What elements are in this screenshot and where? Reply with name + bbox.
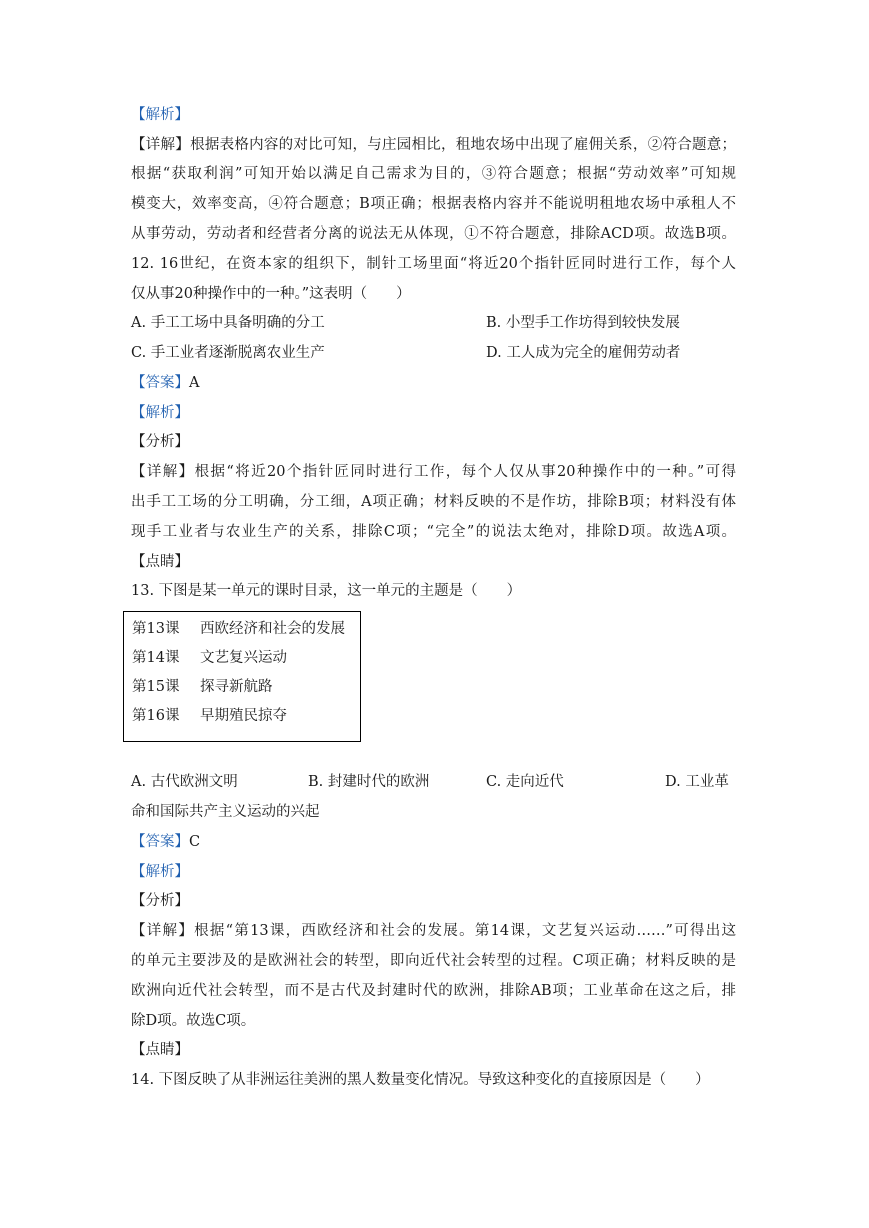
q13-xiangjie-line-3: 欧洲向近代社会转型，而不是古代及封建时代的欧洲，排除AB项；工业革命在这之后，排 (131, 983, 736, 999)
catalog-lesson-title: 探寻新航路 (200, 679, 273, 695)
catalog-row (132, 619, 345, 639)
q11-xiangjie-line-4: 从事劳动，劳动者和经营者分离的说法无从体现，①不符合题意，排除ACD项。故选B项。 (131, 226, 736, 242)
q11-xiangjie-label: 【详解】 (131, 137, 191, 153)
q11-jiexi-label: 【解析】 (131, 107, 189, 123)
q13-xiangjie-label: 【详解】 (131, 923, 195, 939)
q12-option-a: A. 手工工场中具备明确的分工 (131, 315, 325, 331)
q12-xiangjie-line-3: 现手工业者与农业生产的关系，排除C项；“完全”的说法太绝对，排除D项。故选A项。 (131, 524, 736, 540)
q13-option-a: A. 古代欧洲文明 (131, 774, 238, 790)
catalog-row (132, 648, 287, 668)
q13-answer-label: 【答案】 (131, 834, 189, 850)
catalog-row (132, 706, 287, 726)
q13-xiangjie-line-2: 的单元主要涉及的是欧洲社会的转型，即向近代社会转型的过程。C项正确；材料反映的是 (131, 953, 736, 969)
q12-option-d: D. 工人成为完全的雇佣劳动者 (486, 345, 681, 361)
q12-xiangjie-line-2: 出手工工场的分工明确，分工细，A项正确；材料反映的不是作坊，排除B项；材料没有体 (131, 494, 736, 510)
q11-xiangjie-line-1: 【详解】根据表格内容的对比可知，与庄园相比，租地农场中出现了雇佣关系，②符合题意； (131, 137, 737, 153)
q13-dianjing-label: 【点睛】 (131, 1042, 189, 1058)
q13-jiexi-label: 【解析】 (131, 864, 189, 880)
q12-stem-line-1: 12. 16世纪，在资本家的组织下，制针工场里面“将近20个指针匠同时进行工作，每个人 (131, 256, 736, 272)
q12-answer (131, 373, 199, 393)
q13-xiangjie-line-4: 除D项。故选C项。 (131, 1013, 256, 1029)
q12-fenxi-label: 【分析】 (131, 434, 189, 450)
lesson-catalog-box (123, 611, 361, 742)
q13-answer (131, 832, 200, 852)
q12-answer-value: A (189, 375, 200, 391)
q13-xiangjie-line-1: 【详解】根据“第13课，西欧经济和社会的发展。第14课，文艺复兴运动……”可得出这 (131, 923, 736, 939)
catalog-lesson-number: 第15课 (132, 679, 180, 695)
q12-jiexi-label: 【解析】 (131, 405, 189, 421)
catalog-lesson-title: 西欧经济和社会的发展 (200, 621, 345, 637)
catalog-lesson-title: 早期殖民掠夺 (200, 708, 287, 724)
q12-answer-label: 【答案】 (131, 375, 189, 391)
catalog-lesson-number: 第14课 (132, 650, 180, 666)
q12-xiangjie-label: 【详解】 (131, 464, 195, 480)
q12-option-c: C. 手工业者逐渐脱离农业生产 (131, 345, 325, 361)
q13-option-d: D. 工业革 (665, 774, 729, 790)
q14-stem: 14. 下图反映了从非洲运往美洲的黑人数量变化情况。导致这种变化的直接原因是（ ） (131, 1072, 710, 1088)
q13-option-c: C. 走向近代 (486, 774, 564, 790)
q12-xiangjie-line-1: 【详解】根据“将近20个指针匠同时进行工作，每个人仅从事20种操作中的一种。”可得 (131, 464, 737, 480)
q12-option-b: B. 小型手工作坊得到较快发展 (486, 315, 680, 331)
catalog-lesson-title: 文艺复兴运动 (200, 650, 287, 666)
q11-xiangjie-line-3: 模变大，效率变高，④符合题意；B项正确；根据表格内容并不能说明租地农场中承租人不 (131, 196, 736, 212)
q13-answer-value: C (189, 834, 201, 850)
q13-option-d-continued: 命和国际共产主义运动的兴起 (131, 804, 320, 820)
q13-fenxi-label: 【分析】 (131, 893, 189, 909)
catalog-lesson-number: 第13课 (132, 621, 180, 637)
q13-stem: 13. 下图是某一单元的课时目录，这一单元的主题是（ ） (131, 583, 522, 599)
catalog-row (132, 677, 273, 697)
q13-option-b: B. 封建时代的欧洲 (308, 774, 430, 790)
q12-dianjing-label: 【点睛】 (131, 554, 189, 570)
catalog-lesson-number: 第16课 (132, 708, 180, 724)
q12-stem-line-2: 仅从事20种操作中的一种。”这表明（ ） (131, 286, 411, 302)
q11-xiangjie-line-2: 根据“获取利润”可知开始以满足自己需求为目的，③符合题意；根据“劳动效率”可知规 (131, 166, 736, 182)
